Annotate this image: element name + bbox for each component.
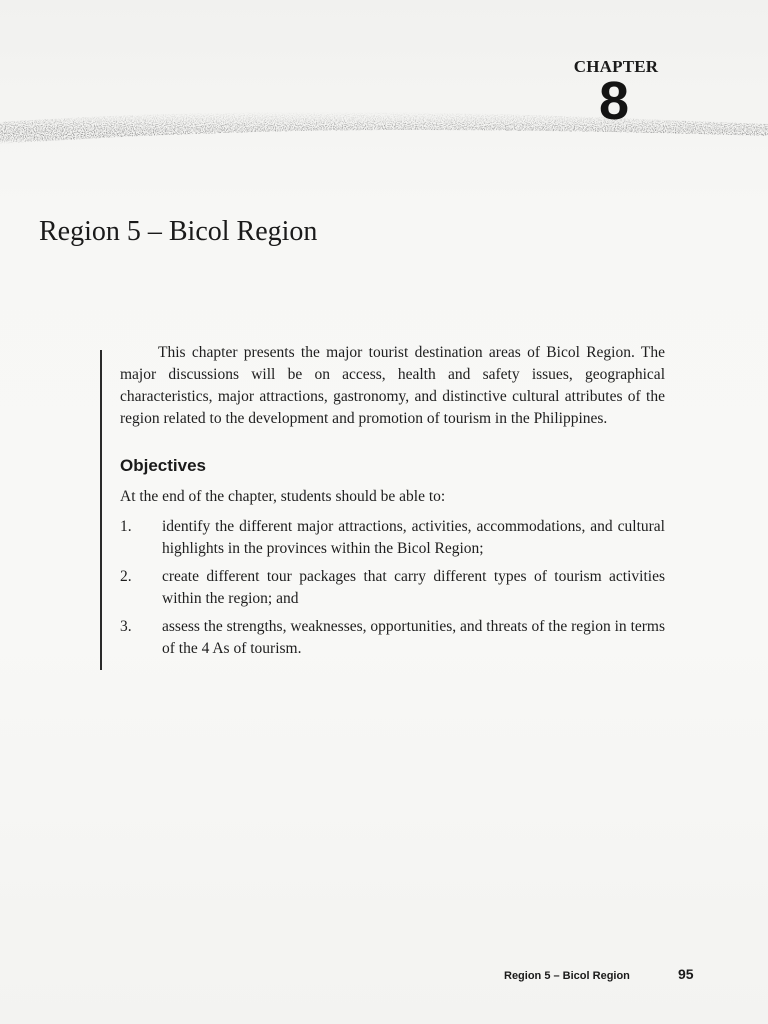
- objective-item: [120, 566, 665, 610]
- intro-vertical-rule: [100, 350, 102, 670]
- intro-paragraph: This chapter presents the major tourist destination areas of Bicol Region. The major discussions will be on access, health and safety issues, geographical characteristics, major attractions, gastronomy, and distinctive cultural attributes of the region related to the development and promotion of tourism in the Philippines.: [120, 344, 665, 427]
- footer-page-number: 95: [678, 966, 694, 982]
- chapter-label: CHAPTER: [573, 57, 659, 76]
- intro-block: [120, 342, 665, 666]
- objective-number: 2.: [120, 568, 132, 585]
- chapter-title: Region 5 – Bicol Region: [39, 216, 318, 247]
- objectives-lead: At the end of the chapter, students should be able to:: [120, 488, 446, 505]
- objective-item: [120, 516, 665, 560]
- objective-text: assess the strengths, weaknesses, opportunities, and threats of the region in terms of the 4 As of tourism.: [162, 618, 665, 657]
- objective-text: identify the different major attractions, activities, accommodations, and cultural highlights in the provinces within the Bicol Region;: [162, 518, 665, 557]
- chapter-number: 8: [598, 71, 630, 131]
- objective-text: create different tour packages that carry different types of tourism activities within the region; and: [162, 568, 665, 607]
- objectives-heading: Objectives: [120, 456, 206, 475]
- footer-running-title: Region 5 – Bicol Region: [504, 970, 630, 982]
- objective-item: [120, 616, 665, 660]
- objective-number: 1.: [120, 518, 132, 535]
- objective-number: 3.: [120, 618, 132, 635]
- objectives-list: [120, 516, 665, 660]
- speckled-header-band: [0, 100, 768, 148]
